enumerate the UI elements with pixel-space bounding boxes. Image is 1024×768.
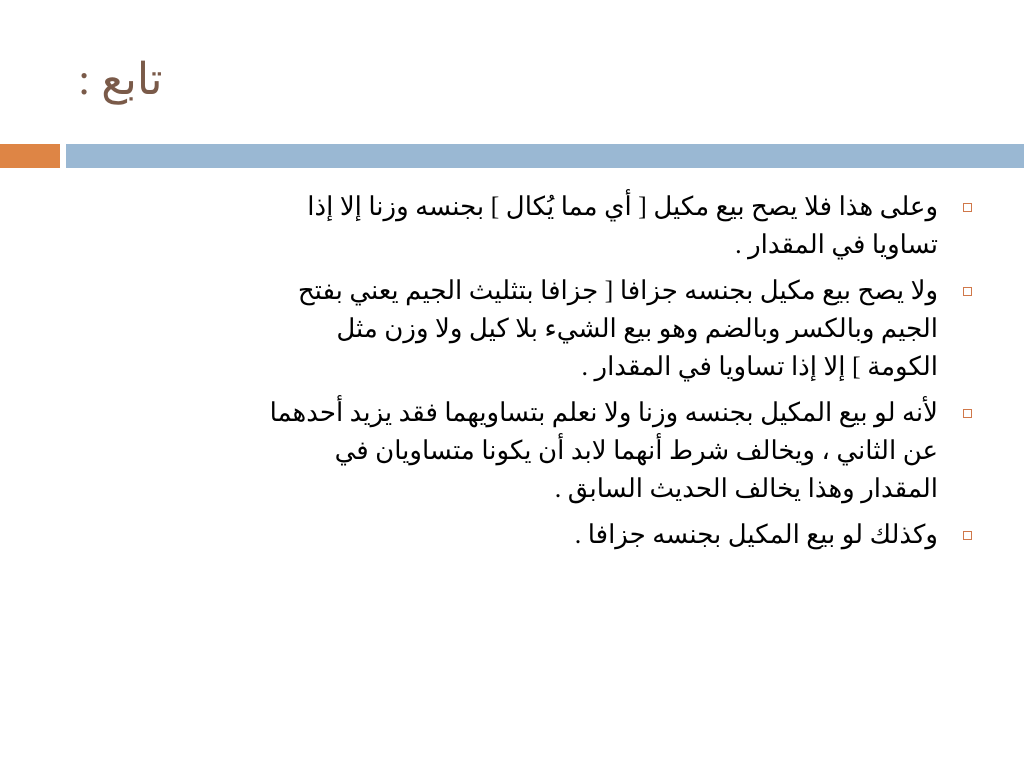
slide-title: تابع : xyxy=(78,55,163,104)
bullet-text xyxy=(78,394,938,508)
square-bullet-icon xyxy=(963,203,972,212)
bullet-line: عن الثاني ، ويخالف شرط أنهما لابد أن يكونا متساويان في xyxy=(334,436,938,465)
bullet-item xyxy=(78,272,978,386)
accent-bar-orange xyxy=(0,144,60,168)
bullet-text xyxy=(78,516,938,554)
bullet-line: لأنه لو بيع المكيل بجنسه وزنا ولا نعلم بتساويهما فقد يزيد أحدهما xyxy=(269,398,938,427)
square-bullet-icon xyxy=(963,531,972,540)
bullet-line: وعلى هذا فلا يصح بيع مكيل [ أي مما يُكال ] بجنسه وزنا إلا إذا xyxy=(307,192,938,221)
bullet-text xyxy=(78,188,938,264)
bullet-text xyxy=(78,272,938,386)
bullet-line: وكذلك لو بيع المكيل بجنسه جزافا . xyxy=(574,520,938,549)
bullet-item xyxy=(78,188,978,264)
square-bullet-icon xyxy=(963,287,972,296)
bullet-line: ولا يصح بيع مكيل بجنسه جزافا [ جزافا بتثليث الجيم يعني بفتح xyxy=(297,276,938,305)
bullet-item xyxy=(78,394,978,508)
bullet-line: الكومة ] إلا إذا تساويا في المقدار . xyxy=(581,352,938,381)
bullet-line: الجيم وبالكسر وبالضم وهو بيع الشيء بلا كيل ولا وزن مثل xyxy=(336,314,938,343)
bullet-item xyxy=(78,516,978,554)
bullet-line: المقدار وهذا يخالف الحديث السابق . xyxy=(554,474,938,503)
square-bullet-icon xyxy=(963,409,972,418)
bullet-list xyxy=(78,188,978,562)
bullet-line: تساويا في المقدار . xyxy=(735,230,938,259)
accent-bar-blue xyxy=(66,144,1024,168)
